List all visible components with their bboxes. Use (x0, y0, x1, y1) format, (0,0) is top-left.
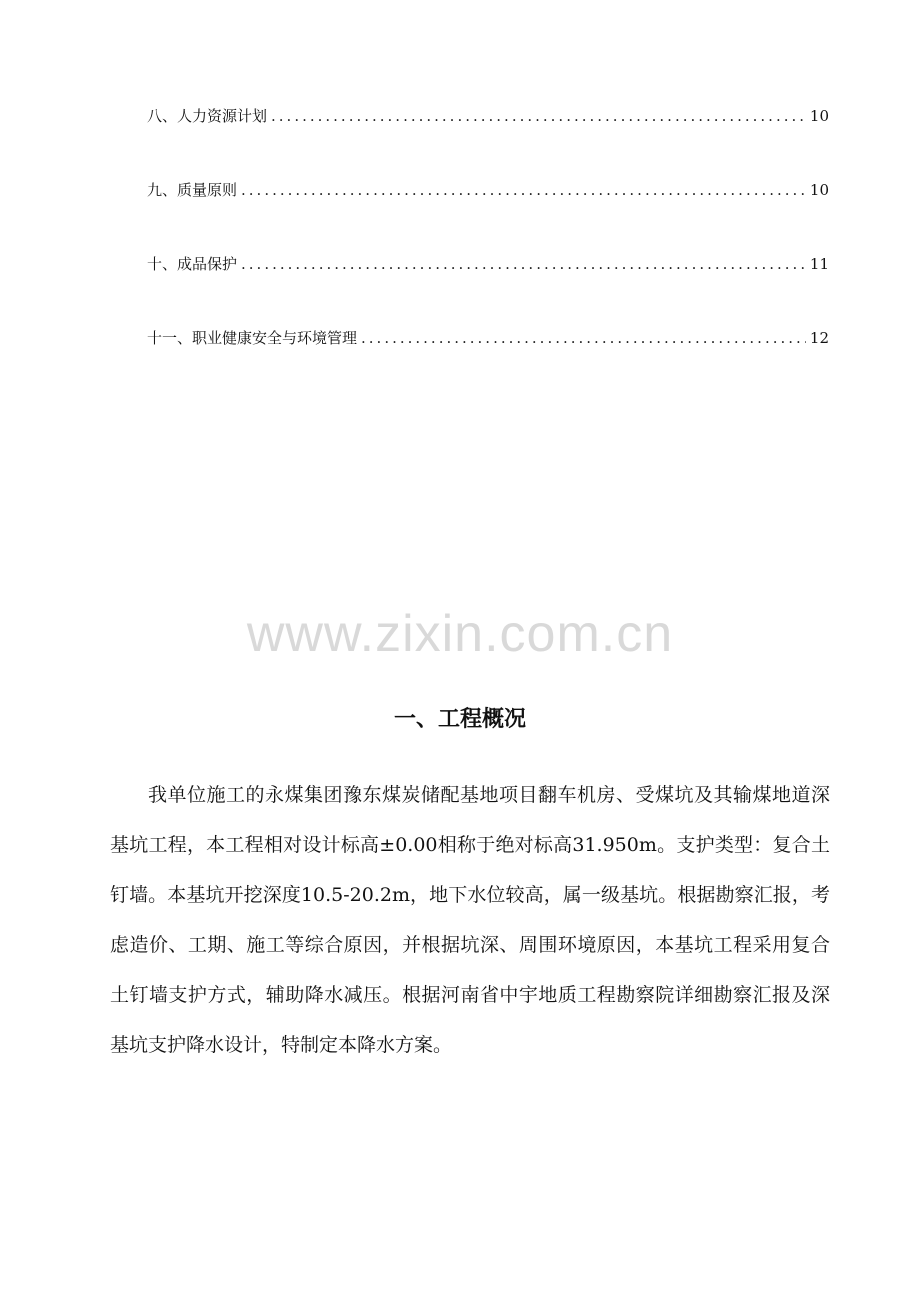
section-title: 一、工程概况 (393, 707, 526, 732)
body-paragraph: 我单位施工的永煤集团豫东煤炭储配基地项目翻车机房、受煤坑及其输煤地道深基坑工程，本工程相对设计标高±0.00相称于绝对标高31.950m。支护类型：复合土钉墙。本基坑开挖深度10.5-20.2m，地下水位较高，属一级基坑。根据勘察汇报，考虑造价、工期、施工等综合原因，并根据坑深、周围环境原因，本基坑工程采用复合土钉墙支护方式，辅助降水减压。根据河南省中宇地质工程勘察院详细勘察汇报及深基坑支护降水设计，特制定本降水方案。 (110, 784, 830, 1056)
watermark: www.zixin.com.cn (246, 605, 674, 663)
toc-leader-dots (361, 326, 806, 350)
toc-entry-page: 11 (809, 255, 829, 273)
toc-entry[interactable] (147, 252, 829, 276)
toc-entry[interactable] (147, 178, 829, 202)
toc-leader-dots (241, 178, 806, 202)
toc-entry-page: 10 (809, 107, 829, 125)
toc-entry-page: 12 (809, 329, 829, 347)
toc-entry-label: 八、人力资源计划 (147, 107, 268, 125)
toc-leader-dots (271, 104, 806, 128)
toc-entry-label: 十一、职业健康安全与环境管理 (147, 329, 358, 347)
toc-entry-label: 十、成品保护 (147, 255, 238, 273)
toc-entry[interactable] (147, 104, 829, 128)
toc-entry[interactable] (147, 326, 829, 350)
toc-entry-label: 九、质量原则 (147, 181, 238, 199)
table-of-contents (147, 104, 829, 400)
toc-entry-page: 10 (809, 181, 829, 199)
toc-leader-dots (241, 252, 806, 276)
